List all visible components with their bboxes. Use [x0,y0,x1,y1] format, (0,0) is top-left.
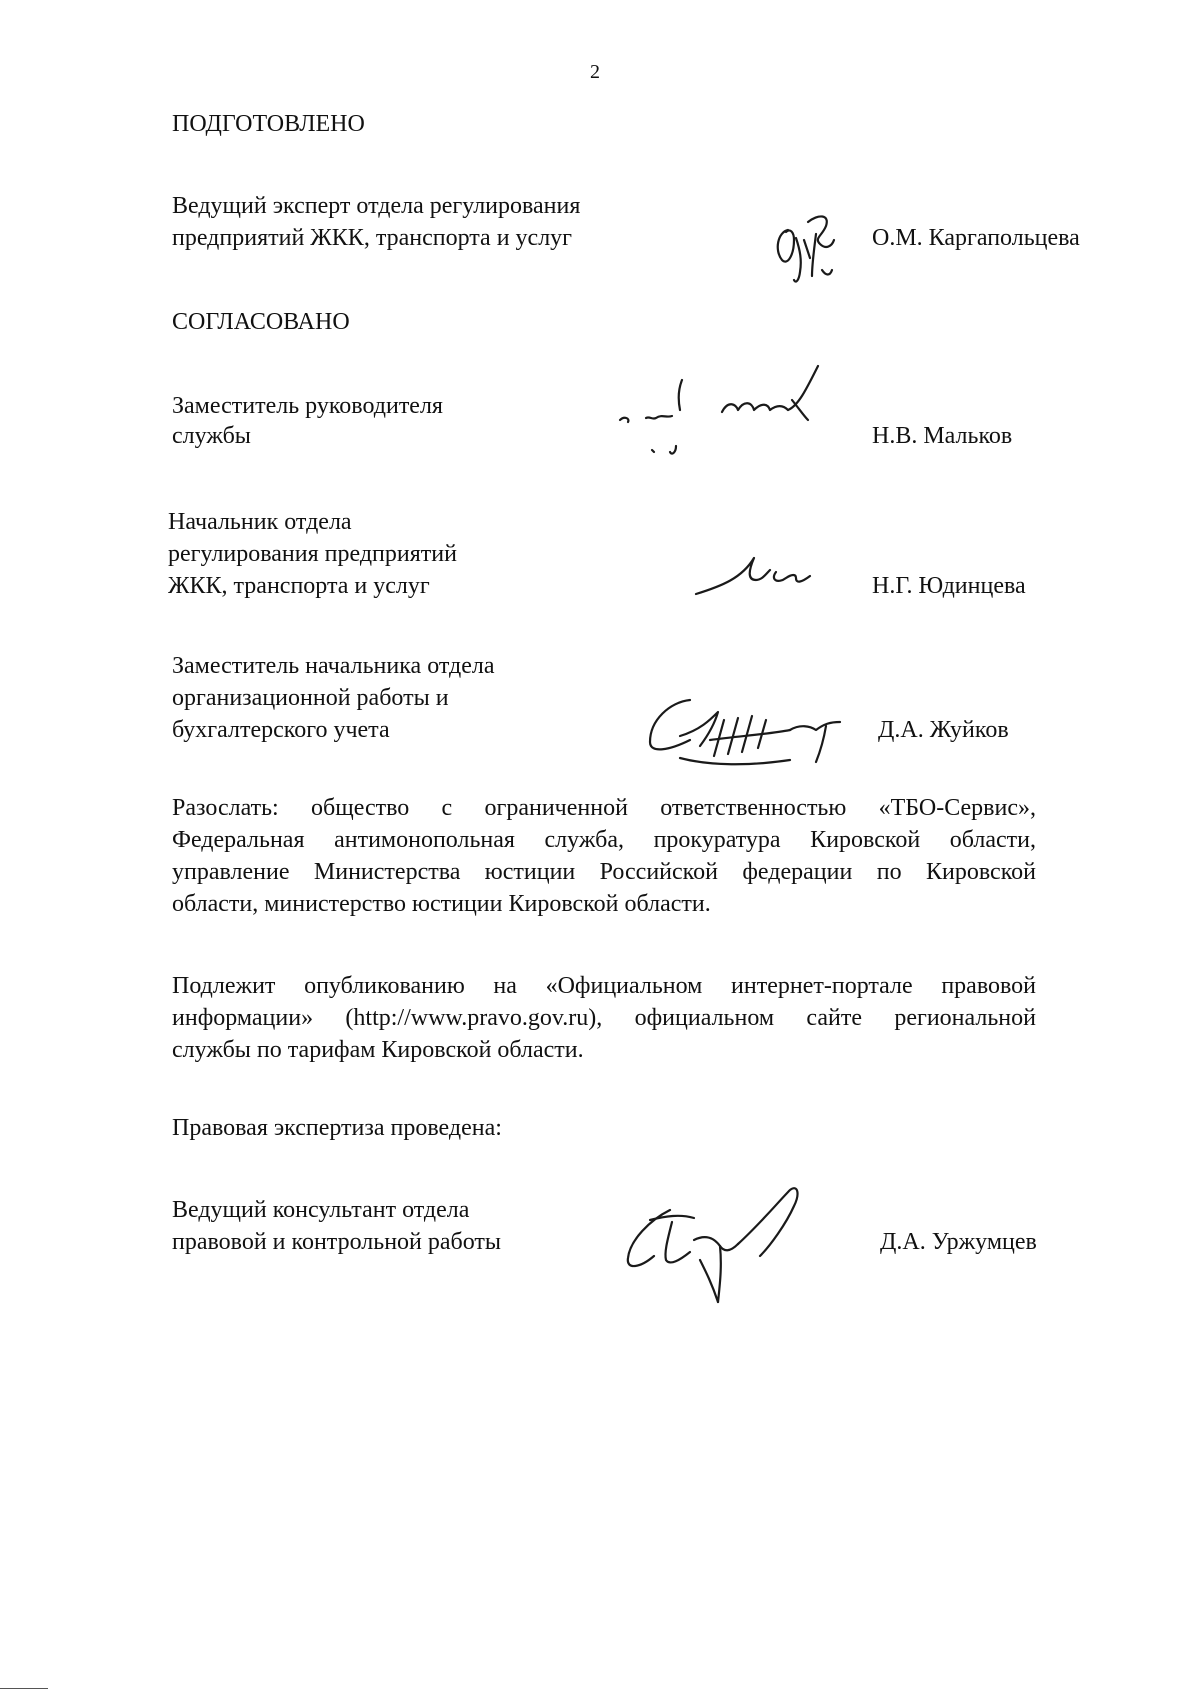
publication-paragraph [172,970,1036,1066]
distribution-line-1: Разослать: общество с ограниченной ответственностью «ТБО-Сервис», [172,795,1036,821]
publication-line-3: службы по тарифам Кировской области. [172,1037,584,1063]
signer-3-name: Д.А. Жуйков [878,717,1009,743]
prepared-name: О.М. Каргапольцева [872,225,1080,251]
signer-3-position-line-2: организационной работы и [172,685,449,711]
page-number: 2 [590,61,600,83]
signer-2-position-line-2: регулирования предприятий [168,541,457,567]
signer-1-name: Н.В. Мальков [872,423,1013,449]
signer-2-name: Н.Г. Юдинцева [872,573,1026,599]
signer-2-position-line-3: ЖКК, транспорта и услуг [168,573,430,599]
signer-2-position-line-1: Начальник отдела [168,509,352,535]
signature-signer-2 [692,550,822,600]
prepared-position-line-2: предприятий ЖКК, транспорта и услуг [172,225,573,251]
distribution-line-4: области, министерство юстиции Кировской области. [172,891,711,917]
signer-1-position-line-1: Заместитель руководителя [172,393,443,419]
legal-review-position-line-2: правовой и контрольной работы [172,1229,502,1255]
distribution-line-3: управление Министерства юстиции Российской федерации по Кировской [172,859,1036,885]
publication-line-2: информации» (http://www.pravo.gov.ru), официальном сайте региональной [172,1005,1036,1031]
distribution-line-2: Федеральная антимонопольная служба, прокуратура Кировской области, [172,827,1036,853]
distribution-paragraph [172,792,1036,920]
legal-review-position-line-1: Ведущий консультант отдела [172,1197,470,1223]
publication-line-1: Подлежит опубликованию на «Официальном интернет-портале правовой [172,973,1036,999]
signature-prepared [760,210,850,290]
signature-legal-review [610,1180,840,1310]
legal-review-name: Д.А. Уржумцев [880,1229,1037,1255]
signer-3-position-line-3: бухгалтерского учета [172,717,390,743]
prepared-heading: ПОДГОТОВЛЕНО [172,111,365,137]
signer-3-position-line-1: Заместитель начальника отдела [172,653,495,679]
prepared-position-line-1: Ведущий эксперт отдела регулирования [172,193,581,219]
agreed-heading: СОГЛАСОВАНО [172,309,350,335]
signature-signer-3 [640,690,880,770]
signer-1-position-line-2: службы [172,423,251,449]
footer-edge-line [0,1688,48,1689]
signature-signer-1 [612,360,852,470]
legal-review-heading: Правовая экспертиза проведена: [172,1115,502,1141]
